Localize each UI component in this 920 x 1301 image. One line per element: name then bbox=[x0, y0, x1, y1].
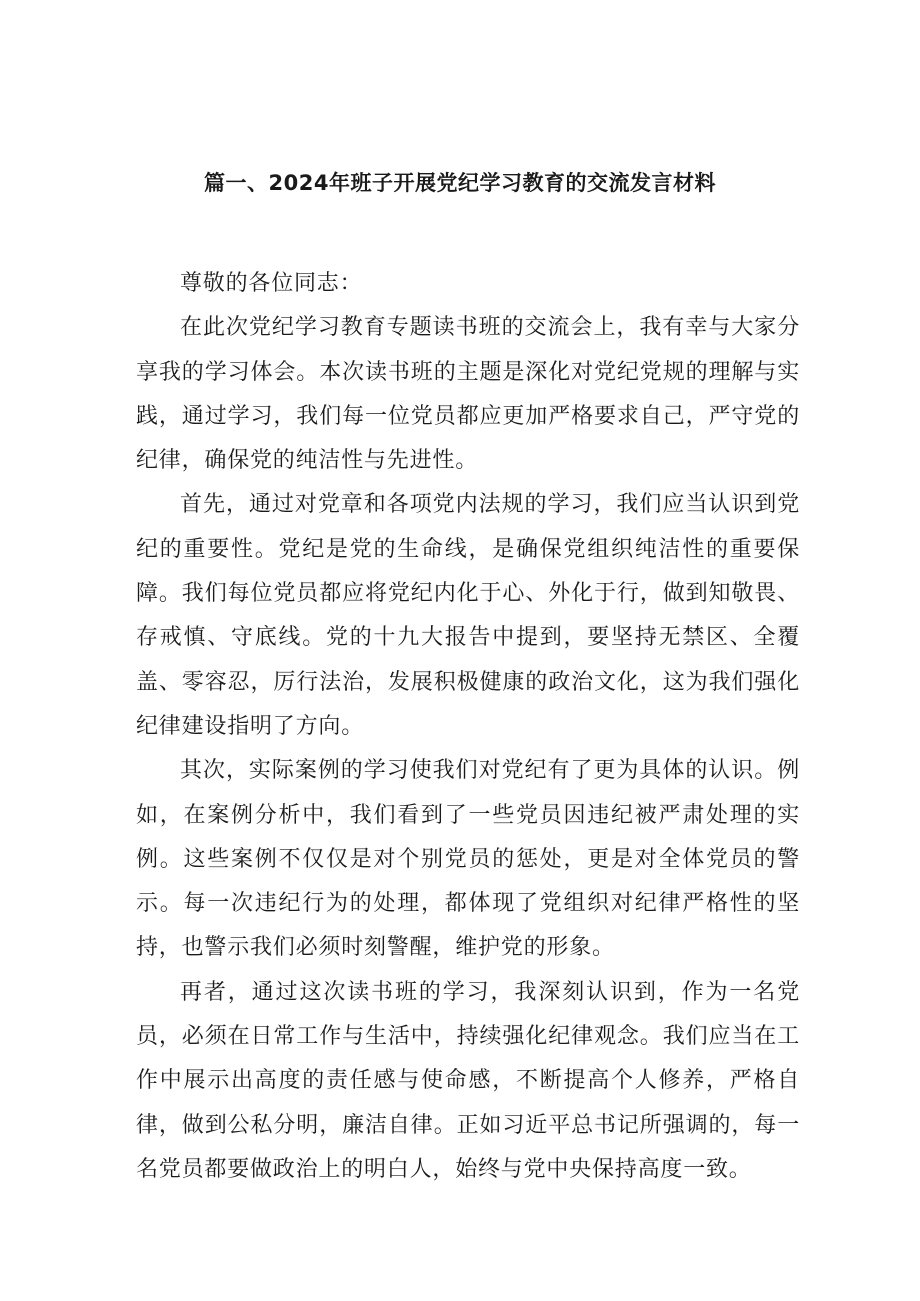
paragraph-1: 在此次党纪学习教育专题读书班的交流会上，我有幸与大家分享我的学习体会。本次读书班的主题是深化对党纪党规的理解与实践，通过学习，我们每一位党员都应更加严格要求自己，严守党的纪律，确保党的纯洁性与先进性。 bbox=[136, 315, 800, 474]
paragraph-2: 首先，通过对党章和各项党内法规的学习，我们应当认识到党纪的重要性。党纪是党的生命线，是确保党组织纯洁性的重要保障。我们每位党员都应将党纪内化于心、外化于行，做到知敬畏、存戒慎、守底线。党的十九大报告中提到，要坚持无禁区、全覆盖、零容忍，厉行法治，发展积极健康的政治文化，这为我们强化纪律建设指明了方向。 bbox=[136, 492, 800, 739]
paragraph-4: 再者，通过这次读书班的学习，我深刻认识到，作为一名党员，必须在日常工作与生活中，持续强化纪律观念。我们应当在工作中展示出高度的责任感与使命感，不断提高个人修养，严格自律，做到公私分明，廉洁自律。正如习近平总书记所强调的，每一名党员都要做政治上的明白人，始终与党中央保持高度一致。 bbox=[136, 979, 800, 1182]
document-title: 篇一、2024年班子开展党纪学习教育的交流发言材料 bbox=[204, 171, 716, 195]
document-body bbox=[136, 262, 800, 1192]
salutation: 尊敬的各位同志： bbox=[180, 271, 363, 296]
paragraph-3: 其次，实际案例的学习使我们对党纪有了更为具体的认识。例如，在案例分析中，我们看到了一些党员因违纪被严肃处理的实例。这些案例不仅仅是对个别党员的惩处，更是对全体党员的警示。每一次违纪行为的处理，都体现了党组织对纪律严格性的坚持，也警示我们必须时刻警醒，维护党的形象。 bbox=[136, 758, 800, 961]
